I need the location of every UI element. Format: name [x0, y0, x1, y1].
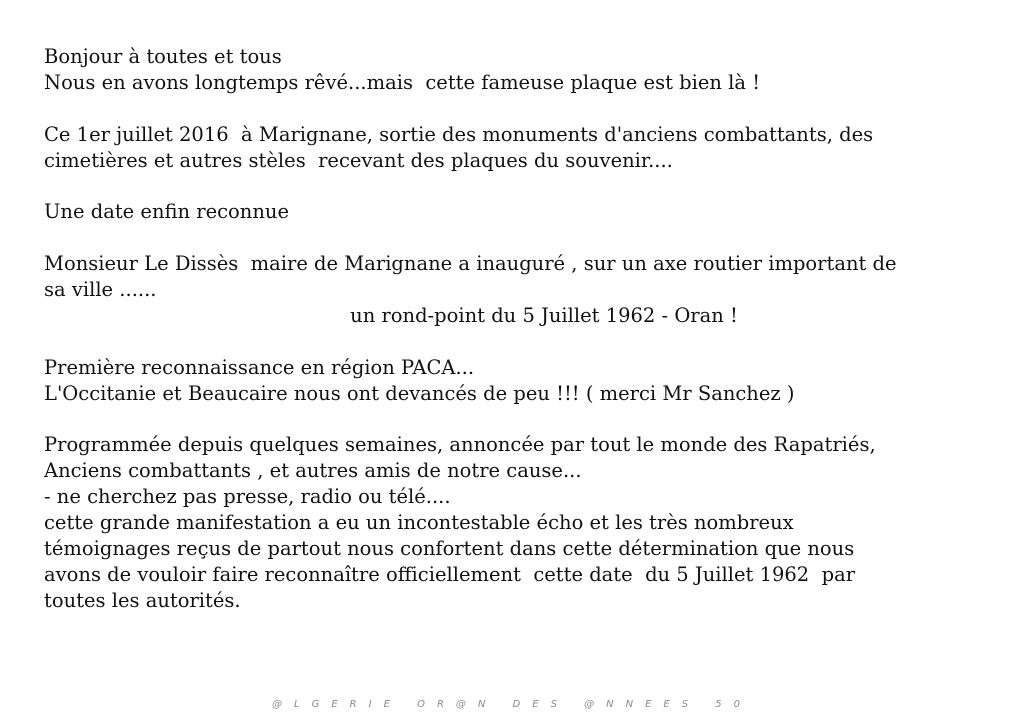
- paragraph-5-line-7: toutes les autorités.: [44, 588, 241, 612]
- paragraph-spacer: [44, 329, 984, 355]
- paragraph-2-line: Une date enfin reconnue: [44, 200, 290, 224]
- paragraph-spacer: [44, 173, 984, 199]
- greeting-line: Bonjour à toutes et tous: [44, 45, 282, 68]
- paragraph-5-line-4: cette grande manifestation a eu un incontestable écho et les très nombreux: [44, 511, 794, 535]
- footer-watermark: @LGERIE OR@N DES @NNEES 50: [272, 699, 752, 710]
- paragraph-1-line-1: Ce 1er juillet 2016 à Marignane, sortie des monuments d'anciens combattants, des: [44, 122, 874, 146]
- paragraph-5-line-5: témoignages reçus de partout nous confortent dans cette détermination que nous: [44, 536, 855, 560]
- paragraph-spacer: [44, 225, 984, 251]
- paragraph-4-line-2: L'Occitanie et Beaucaire nous ont devancés de peu !!! ( merci Mr Sanchez ): [44, 381, 795, 405]
- intro-line: Nous en avons longtemps rêvé...mais cette fameuse plaque est bien là !: [44, 70, 761, 94]
- paragraph-3-line-1: Monsieur Le Dissès maire de Marignane a inauguré , sur un axe routier important de: [44, 252, 897, 276]
- paragraph-spacer: [44, 96, 984, 122]
- paragraph-5-line-1: Programmée depuis quelques semaines, annoncée par tout le monde des Rapatriés,: [44, 433, 876, 457]
- paragraph-5-line-2: Anciens combattants , et autres amis de notre cause...: [44, 459, 582, 483]
- paragraph-spacer: [44, 406, 984, 432]
- paragraph-5-line-3: - ne cherchez pas presse, radio ou télé....: [44, 485, 451, 509]
- paragraph-5-line-6: avons de vouloir faire reconnaître officiellement cette date du 5 Juillet 1962 par: [44, 562, 856, 586]
- paragraph-1-line-2: cimetières et autres stèles recevant des plaques du souvenir....: [44, 148, 673, 172]
- letter-body: [44, 44, 984, 614]
- paragraph-3-line-2: sa ville ......: [44, 278, 157, 302]
- paragraph-3-centered-line: un rond-point du 5 Juillet 1962 - Oran !: [350, 303, 738, 327]
- paragraph-4-line-1: Première reconnaissance en région PACA...: [44, 355, 475, 379]
